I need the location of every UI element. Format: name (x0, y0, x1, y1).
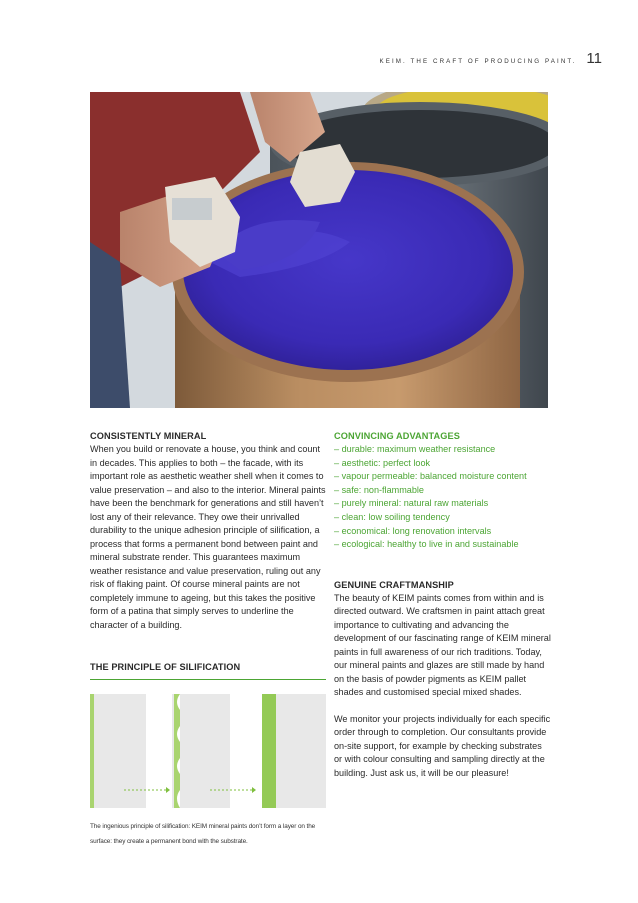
page-number: 11 (586, 50, 602, 67)
list-item: – safe: non-flammable (334, 484, 424, 495)
header-tagline: KEIM. THE CRAFT OF PRODUCING PAINT. (379, 58, 577, 65)
silification-caption: The ingenious principle of silification: KEIM mineral paints don’t form a layer on the surface: they create a permanent bond with the substrate. (90, 823, 316, 845)
advantages-list (334, 443, 552, 552)
list-item: – clean: low soiling tendency (334, 511, 450, 522)
heading-genuine-craftmanship: GENUINE CRAFTMANSHIP (334, 579, 454, 590)
left-column (90, 430, 326, 632)
list-item: – vapour permeable: balanced moisture content (334, 471, 527, 482)
paint-barrel-photo (90, 92, 548, 408)
heading-silification: THE PRINCIPLE OF SILIFICATION (90, 661, 326, 680)
list-item: – durable: maximum weather resistance (334, 444, 496, 454)
diagram-layer-edge-1 (90, 694, 94, 808)
craftmanship-paragraph-2: We monitor your projects individually for each specific order through to completion. Our consultants provide on-site support, for example by checking substrates or with colour consulting and sampling directly at the building. Just ask us, it will be our pleasure! (334, 713, 551, 778)
right-column (334, 430, 552, 780)
heading-convincing-advantages: CONVINCING ADVANTAGES (334, 431, 460, 441)
list-item: – aesthetic: perfect look (334, 457, 431, 468)
list-item: – purely mineral: natural raw materials (334, 498, 489, 509)
silification-diagram (90, 694, 326, 808)
list-item: – economical: long renovation intervals (334, 525, 492, 536)
craftmanship-paragraph-1: The beauty of KEIM paints comes from within and is directed outward. We craftsmen in paint attach great importance to cultivating and advancing the development of our fascinating range of KEIM mineral paints in full awareness of our rich traditions. Today, our mineral paints and glazes are still made by hand on the basis of powder pigments as KEIM pallet shades and customised special mixed shades. (334, 592, 551, 698)
diagram-substrate-3 (276, 694, 326, 808)
list-item: – ecological: healthy to live in and sustainable (334, 539, 519, 550)
consistently-mineral-body: When you build or renovate a house, you think and count in decades. This applies to both – the facade, with its important role as aesthetic weather shell when it comes to value preservation – and also to the interior. Mineral paints have been the benchmark for generations and still haven’t lost any of their relevance. They owe their unrivalled durability to the unique adhesion principle of silification, a process that forms a permanent bond between paint and mineral substrate render. This guarantees maximum weather resistance and value preservation, ruling out any risk of flaking paint. Of course mineral paints are not completely immune to ageing, but this takes the positive form of a patina that simply serves to underline the character of a building. (90, 444, 326, 630)
diagram-substrate-2 (180, 694, 230, 808)
heading-consistently-mineral: CONSISTENTLY MINERAL (90, 431, 207, 441)
silification-section (90, 661, 326, 680)
diagram-substrate-1 (94, 694, 146, 808)
page-header (380, 50, 603, 67)
